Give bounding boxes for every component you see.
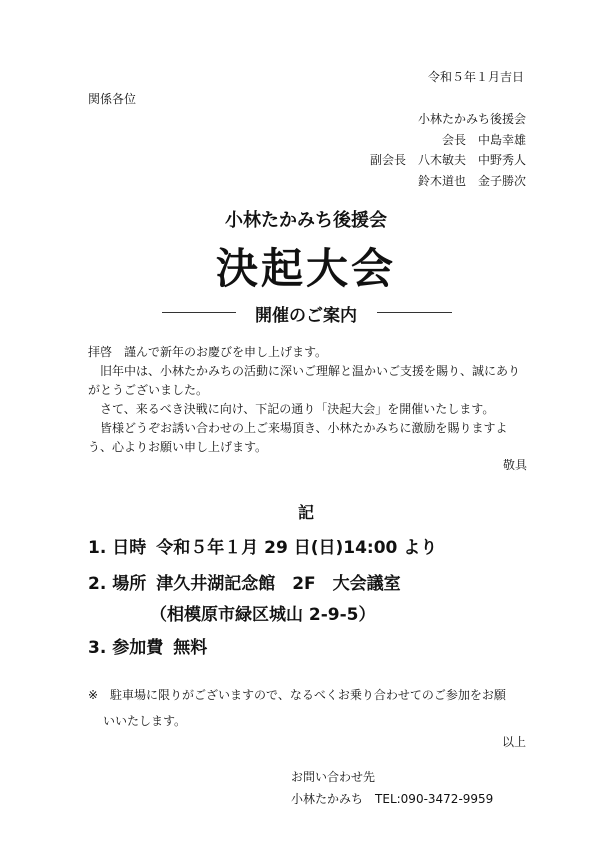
detail-label: 1. 日時 [88,538,147,558]
end-mark: 以上 [501,735,526,749]
addressee: 関係各位 [88,92,137,106]
note-line: いいたします。 [103,714,187,728]
contact-tel: TEL:090-3472-9959 [375,792,494,806]
body-paragraph: 拝啓 謹んで新年のお慶びを申し上げます。 [88,345,328,359]
note-line: ※ 駐車場に限りがございますので、なるべくお乗り合わせてのご参加をお願 [88,688,506,702]
detail-label: 2. 場所 [88,574,147,594]
detail-item-fee [88,633,207,658]
event-subtitle: 開催のご案内 [255,306,357,326]
body-paragraph: さて、来るべき決戦に向け、下記の通り「決起大会」を開催いたします。 [88,402,495,416]
detail-label: 3. 参加費 [88,638,164,658]
sender-line: 鈴木道也 金子勝次 [417,174,526,188]
sender-line: 副会長 八木敏夫 中野秀人 [369,153,526,167]
divider-right [377,312,452,313]
event-title: 決起大会 [215,244,396,293]
sender-line: 会長 中島幸雄 [441,133,526,147]
detail-value: 無料 [173,638,208,658]
detail-item-datetime [88,533,437,558]
event-organization: 小林たかみち後援会 [225,210,387,231]
detail-value: 津久井湖記念館 2F 大会議室 [156,574,401,594]
sender-line: 小林たかみち後援会 [417,112,526,126]
date: 令和５年１月吉日 [427,70,524,84]
contact-label: お問い合わせ先 [291,770,376,784]
detail-item-address [150,600,376,625]
contact-name: 小林たかみち [291,792,364,806]
closing: 敬具 [502,458,527,472]
contact-line [291,790,493,807]
detail-item-venue [88,569,401,594]
body-paragraph: 旧年中は、小林たかみちの活動に深いご理解と温かいご支援を賜り、誠にありがとうございました。 [88,364,521,397]
detail-value: 令和５年１月 29 日(日)14:00 より [156,538,438,558]
detail-value: （相模原市緑区城山 2-9-5） [150,605,376,625]
body-paragraph: 皆様どうぞお誘い合わせの上ご来場頂き、小林たかみちに激励を賜りますよう、心よりお願い申し上げます。 [88,421,508,454]
details-heading: 記 [297,503,314,522]
